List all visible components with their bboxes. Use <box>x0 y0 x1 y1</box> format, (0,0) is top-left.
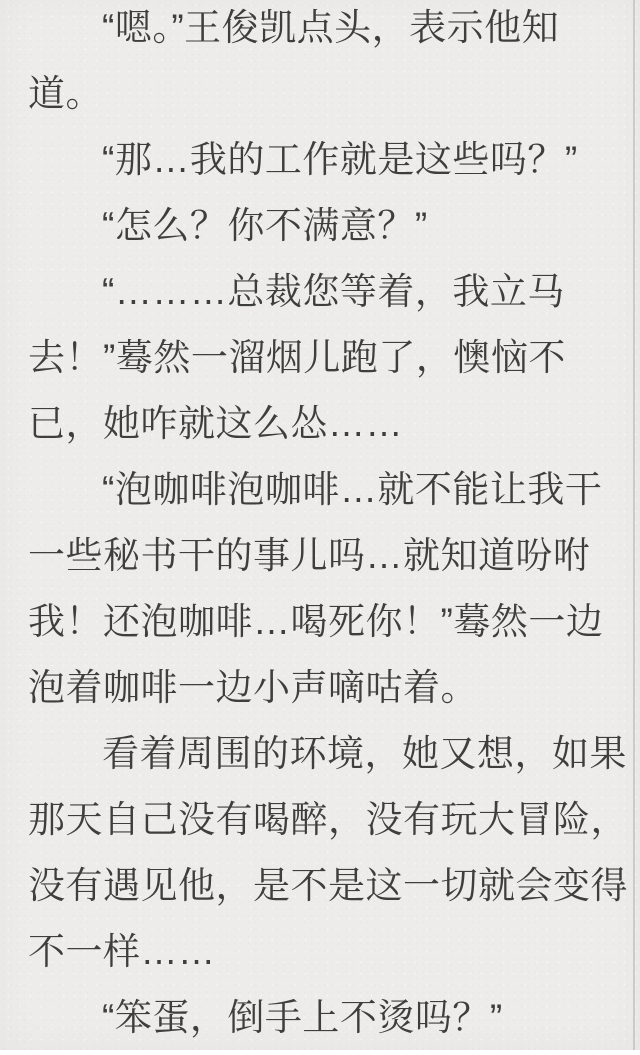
paragraph: “嗯。”王俊凯点头，表示他知 道。 <box>28 7 560 114</box>
paragraph: 看着周围的环境，她又想，如果 那天自己没有喝醉，没有玩大冒险， 没有遇见他，是不是这一切就会变得 不一样…… <box>28 733 628 972</box>
paragraph: “笨蛋，倒手上不烫吗？” <box>102 997 503 1038</box>
paragraph: “怎么？你不满意？” <box>102 205 428 246</box>
paragraph: “………总裁您等着，我立马 去！”蓦然一溜烟儿跑了，懊恼不 已，她咋就这么怂…… <box>28 271 566 444</box>
paragraph: “那…我的工作就是这些吗？” <box>102 139 578 180</box>
page-edge-line <box>633 0 635 1050</box>
paragraph: “泡咖啡泡咖啡…就不能让我干 一些秘书干的事儿吗…就知道吩咐 我！还泡咖啡…喝死你！”蓦然一边 泡着咖啡一边小声嘀咕着。 <box>28 469 604 708</box>
